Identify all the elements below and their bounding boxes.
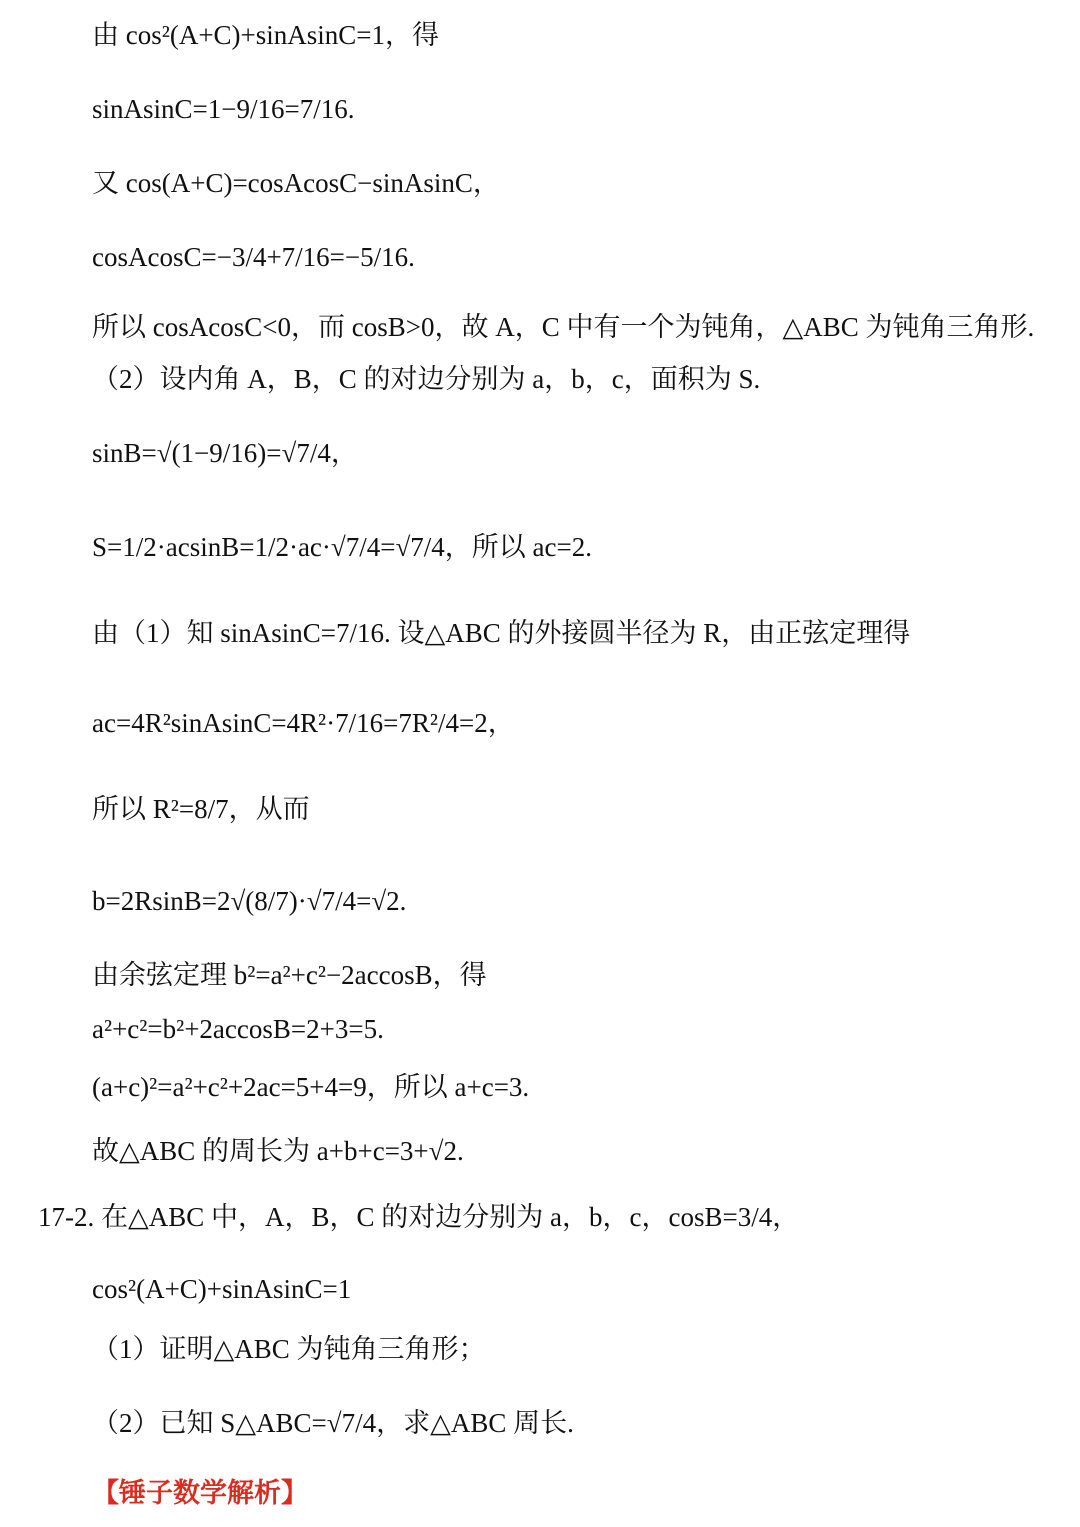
problem-statement: 17-2. 在△ABC 中，A，B，C 的对边分别为 a，b，c，cosB=3/4， [38, 1202, 800, 1232]
solution-line-13: 由余弦定理 b²=a²+c²−2accosB，得 [92, 960, 487, 990]
solution-line-11: 所以 R²=8/7，从而 [92, 794, 310, 824]
solution-line-10: ac=4R²sinAsinC=4R²·7/16=7R²/4=2， [92, 708, 515, 738]
solution-line-3: 又 cos(A+C)=cosAcosC−sinAsinC， [92, 168, 500, 198]
solution-line-5: 所以 cosAcosC<0，而 cosB>0，故 A，C 中有一个为钝角，△ABC 为钝角三角形. [92, 312, 1035, 342]
solution-line-2: sinAsinC=1−9/16=7/16. [92, 94, 355, 124]
problem-condition: cos²(A+C)+sinAsinC=1 [92, 1274, 352, 1304]
solution-line-8: S=1/2·acsinB=1/2·ac·√7/4=√7/4，所以 ac=2. [92, 532, 592, 562]
solution-line-7: sinB=√(1−9/16)=√7/4， [92, 438, 358, 468]
solution-line-12: b=2RsinB=2√(8/7)·√7/4=√2. [92, 886, 407, 916]
solution-line-15: (a+c)²=a²+c²+2ac=5+4=9，所以 a+c=3. [92, 1072, 530, 1102]
section-heading: 【锤子数学解析】 [92, 1478, 308, 1509]
solution-line-9: 由（1）知 sinAsinC=7/16. 设△ABC 的外接圆半径为 R，由正弦定理得 [92, 618, 911, 648]
problem-part-1: （1）证明△ABC 为钝角三角形； [92, 1334, 486, 1364]
solution-line-4: cosAcosC=−3/4+7/16=−5/16. [92, 242, 415, 272]
solution-line-1: 由 cos²(A+C)+sinAsinC=1，得 [92, 20, 440, 50]
solution-line-14: a²+c²=b²+2accosB=2+3=5. [92, 1014, 384, 1044]
solution-line-16: 故△ABC 的周长为 a+b+c=3+√2. [92, 1136, 464, 1166]
solution-line-6: （2）设内角 A，B，C 的对边分别为 a，b，c，面积为 S. [92, 364, 761, 394]
problem-part-2: （2）已知 S△ABC=√7/4，求△ABC 周长. [92, 1408, 574, 1438]
